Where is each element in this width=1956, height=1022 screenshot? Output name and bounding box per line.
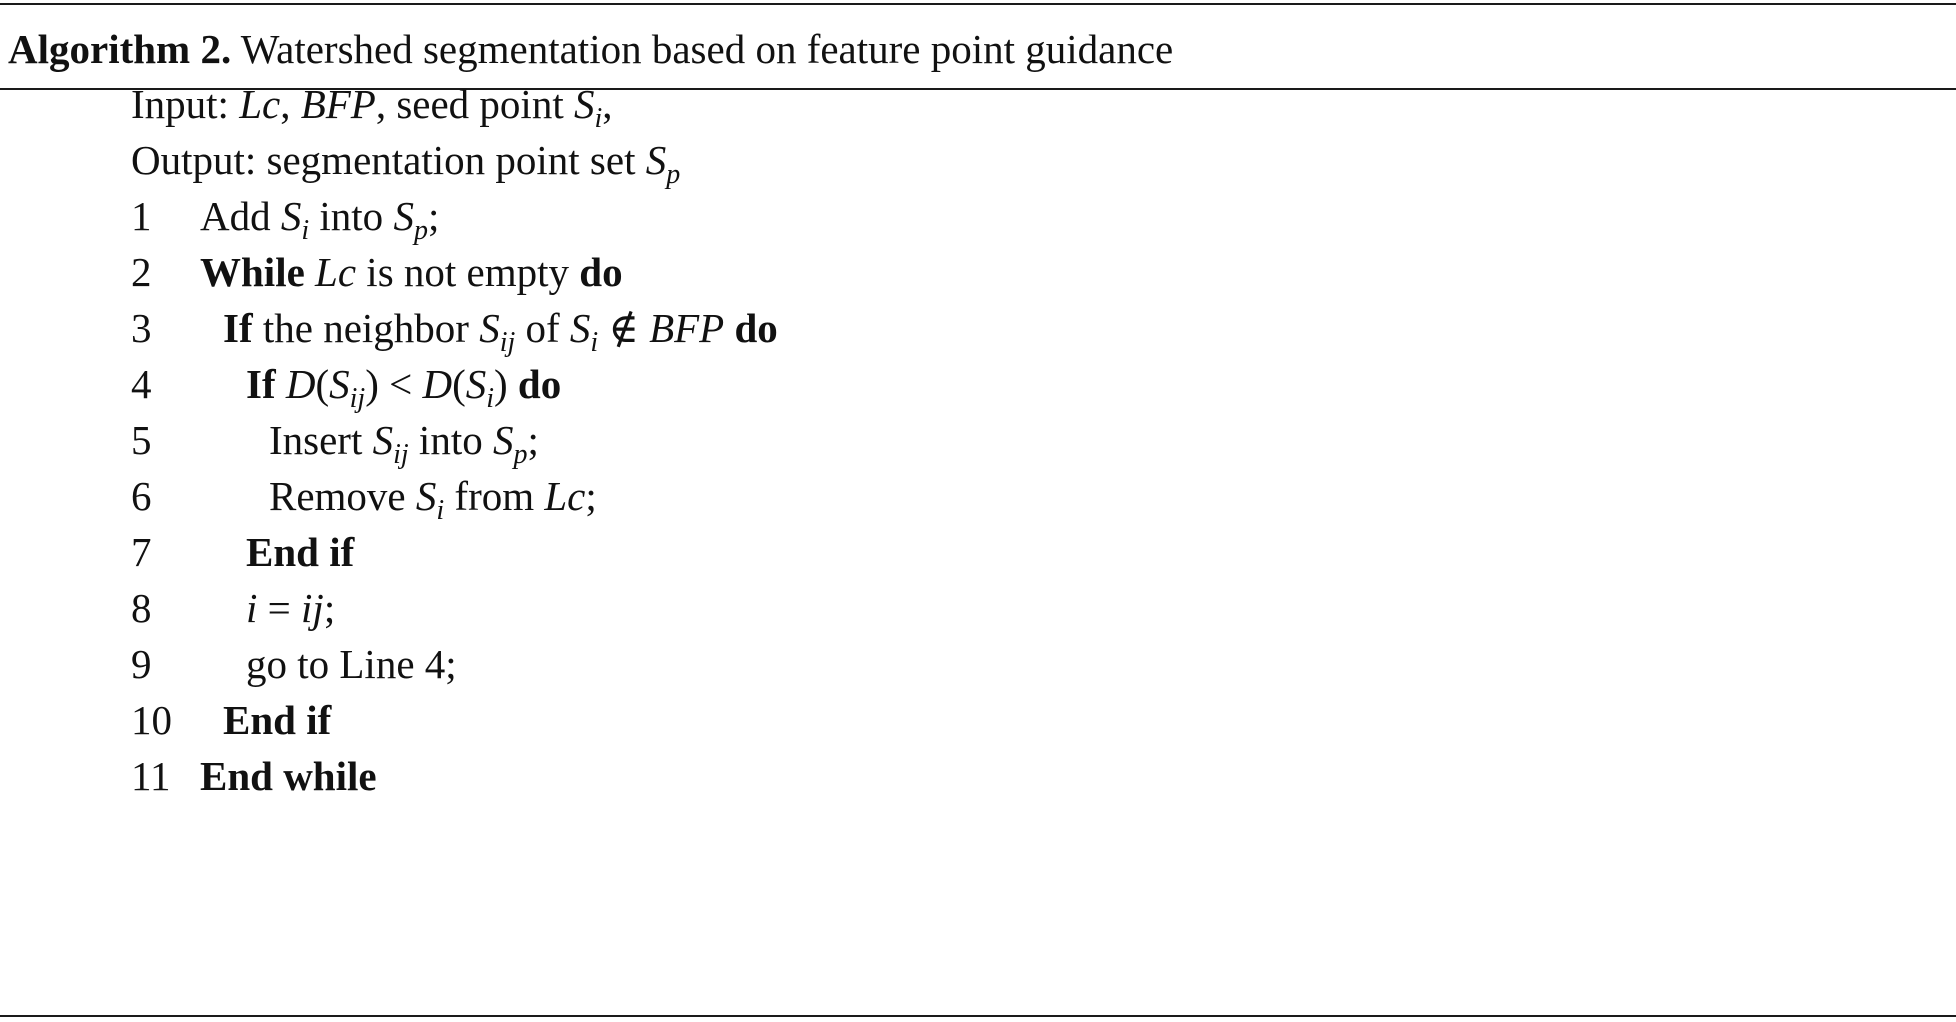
input-seed-text: , seed point (375, 81, 574, 127)
line-text: = (257, 585, 302, 631)
algorithm-line (269, 415, 539, 470)
line-text (276, 361, 286, 407)
line-var: Lc (315, 249, 357, 295)
line-number: 8 (131, 585, 152, 631)
line-keyword: End if (246, 529, 355, 575)
line-text: ( (315, 361, 330, 407)
line-number: 6 (131, 473, 152, 519)
top-rule (0, 3, 1956, 5)
line-sub: p (513, 439, 528, 470)
algorithm-caption (8, 24, 1173, 74)
algorithm-title: Watershed segmentation based on feature point guidance (240, 26, 1174, 72)
line-text (305, 249, 315, 295)
line-number: 9 (131, 641, 152, 687)
line-var: S (280, 193, 302, 239)
input-prefix: Input: (131, 81, 240, 127)
line-text: the neighbor (252, 305, 480, 351)
algorithm-line (269, 471, 597, 526)
line-number: 3 (131, 305, 152, 351)
algorithm-line (200, 191, 440, 246)
line-number: 1 (131, 193, 152, 239)
algorithm-line (223, 695, 331, 745)
line-var: D (422, 361, 453, 407)
line-var: S (465, 361, 487, 407)
line-sub: ij (393, 439, 409, 470)
line-sub: ij (499, 327, 516, 358)
line-number: 10 (131, 697, 172, 743)
line-sub: i (590, 327, 599, 358)
line-text: ) < (365, 361, 423, 407)
algorithm-label: Algorithm 2. (8, 26, 232, 72)
input-seed-var: S (573, 81, 595, 127)
output-line (131, 135, 681, 190)
line-number: 5 (131, 417, 152, 463)
line-keyword: do (579, 249, 623, 295)
line-text: is not empty (356, 249, 580, 295)
line-keyword: End if (223, 697, 332, 743)
input-seed-sub: i (594, 103, 603, 134)
line-text: ) (494, 361, 518, 407)
line-text: Remove (269, 473, 416, 519)
input-line (131, 79, 613, 134)
line-var: S (569, 305, 591, 351)
line-var: S (415, 473, 437, 519)
input-sep: , (280, 81, 301, 127)
line-sub: i (436, 495, 445, 526)
line-sub: p (413, 215, 428, 246)
line-var: S (372, 417, 394, 463)
line-keyword: do (734, 305, 778, 351)
line-text: Add (200, 193, 281, 239)
bottom-rule (0, 1015, 1956, 1017)
line-text: go to Line 4; (246, 641, 457, 687)
line-keyword: If (223, 305, 253, 351)
line-keyword: do (517, 361, 562, 407)
input-lc: Lc (239, 81, 281, 127)
line-keyword: End while (200, 753, 377, 799)
line-number: 4 (131, 361, 152, 407)
algorithm-line (200, 751, 377, 801)
output-var: S (645, 137, 667, 183)
line-text: ; (427, 193, 440, 239)
line-text: ∉ (598, 305, 650, 351)
line-var: S (393, 193, 414, 239)
line-text: Insert (269, 417, 373, 463)
algorithm-line (200, 247, 623, 297)
line-var: D (285, 361, 316, 407)
line-sub: i (486, 383, 495, 414)
line-text: of (515, 305, 570, 351)
input-tail: , (602, 81, 613, 127)
line-var: i (246, 585, 258, 631)
output-prefix: Output: segmentation point set (131, 137, 646, 183)
line-number: 11 (131, 753, 171, 799)
line-text: ; (585, 473, 597, 519)
line-text: ; (323, 585, 336, 631)
algorithm-line (246, 527, 354, 577)
algorithm-line (246, 359, 562, 414)
line-var: S (492, 417, 514, 463)
line-text: from (444, 473, 545, 519)
input-bfp: BFP (300, 81, 376, 127)
line-number: 7 (131, 529, 152, 575)
line-text: into (408, 417, 493, 463)
line-text (724, 305, 734, 351)
algorithm-line (246, 583, 335, 633)
output-sub: p (666, 159, 681, 190)
line-var: ij (301, 585, 324, 631)
line-var: Lc (544, 473, 586, 519)
algorithm-line (223, 303, 778, 358)
algorithm-line (246, 639, 457, 689)
line-number: 2 (131, 249, 152, 295)
line-var: S (329, 361, 350, 407)
line-sub: i (301, 215, 310, 246)
line-text: ; (527, 417, 539, 463)
line-sub: ij (349, 383, 366, 414)
line-keyword: If (246, 361, 276, 407)
line-var: S (479, 305, 500, 351)
line-text: into (309, 193, 394, 239)
line-keyword: While (200, 249, 305, 295)
line-text: ( (452, 361, 466, 407)
line-var: BFP (649, 305, 725, 351)
